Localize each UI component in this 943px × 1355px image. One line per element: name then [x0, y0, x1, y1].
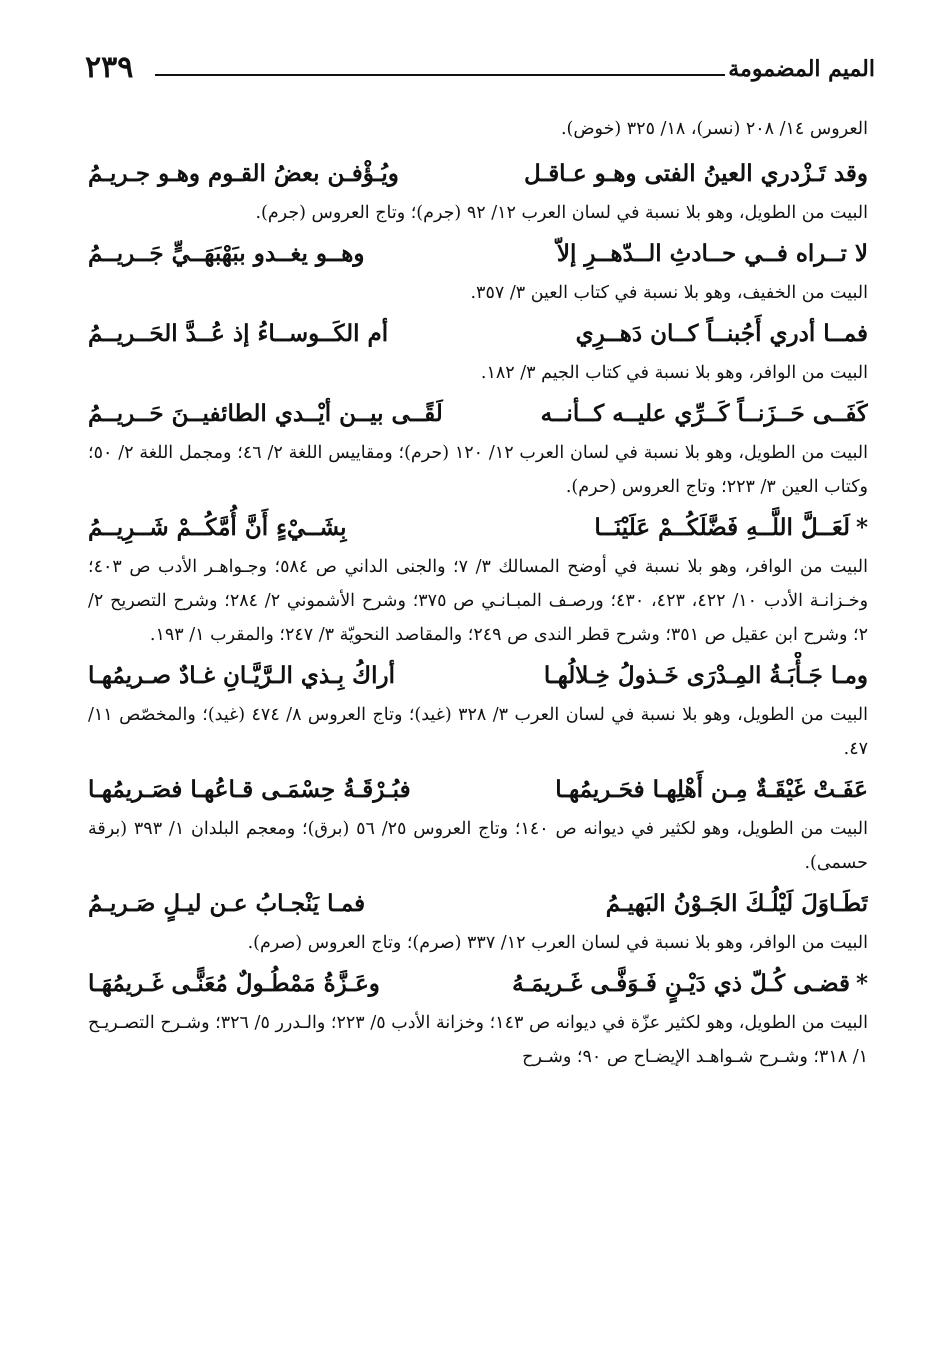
- verse-first-hemistich: [555, 776, 868, 803]
- verse-first-hemistich: [524, 160, 868, 187]
- hemistich-text: ومـا جَـأْبَـةُ المِـدْرَى خَـذولُ خِـلالُهـا: [543, 661, 868, 689]
- verse-line: [88, 150, 868, 196]
- verse-second-hemistich: أم الكَــوســاءُ إذ عُــدَّ الحَــريــمُ: [88, 319, 389, 347]
- source-note: البيت من الخفيف، وهو بلا نسبة في كتاب العين ٣/ ٣٥٧.: [470, 283, 868, 303]
- verse-first-hemistich: [544, 662, 868, 689]
- header-rule: [155, 74, 725, 76]
- verse-line: [88, 310, 868, 356]
- source-note: العروس ١٤/ ٢٠٨ (نسر)، ١٨/ ٣٢٥ (خوض).: [560, 119, 868, 139]
- verse-first-hemistich: [594, 514, 868, 541]
- verse-line: [88, 766, 868, 812]
- page-header: [85, 50, 875, 90]
- verse-line: [88, 652, 868, 698]
- chapter-title: الميم المضمومة: [728, 56, 875, 82]
- source-note: البيت من الطويل، وهو بلا نسبة في لسان العرب ٣/ ٣٢٨ (غيد)؛ وتاج العروس ٨/ ٤٧٤ (غيد)؛ والمخصّص ١١/ ٤٧.: [88, 705, 868, 759]
- hemistich-text: كَفَــى حَــزَنــاً كَــرِّي عليــه كــأنــه: [540, 399, 868, 427]
- verse-second-hemistich: لَقًــى بيــن أيْــدي الطائفيــنَ حَــريــمُ: [88, 399, 443, 427]
- verse-second-hemistich: وهــو يغــدو ببَهْبَهَــيٍّ جَــريــمُ: [88, 239, 365, 267]
- verse-line: [88, 390, 868, 436]
- source-note: البيت من الوافر، وهو بلا نسبة في لسان العرب ١٢/ ٣٣٧ (صرم)؛ وتاج العروس (صرم).: [247, 933, 868, 953]
- verse-first-hemistich: [557, 240, 868, 267]
- hemistich-text: تَطَـاوَلَ لَيْلُـكَ الجَـوْنُ البَهيـمُ: [605, 889, 868, 917]
- source-note: البيت من الوافر، وهو بلا نسبة في أوضح المسالك ٣/ ٧؛ والجنى الداني ص ٥٨٤؛ وجـواهـر الأدب ص ٤٠٣؛ وخـزانـة الأدب ١٠/ ٤٢٢، ٤٢٣، ٤٣٠؛ ورصـف المبـانـي ص ٣٧٥؛ وشرح الأشموني ٢/ ٢٨٤؛ وشرح التصريح ٢/ ٢؛ وشرح ابن عقيل ص ٣٥١؛ وشرح قطر الندى ص ٢٤٩؛ والمقاصد النحويّة ٣/ ٢٤٧؛ والمقرب ١/ ١٩٣.: [88, 557, 869, 645]
- hemistich-text: وقد تَـزْدري العينُ الفتى وهـو عـاقـل: [524, 159, 868, 187]
- verse-second-hemistich: أراكُ بِـذي الـرَّيَّـانِ غـادٌ صـريمُهـا: [88, 661, 395, 689]
- verse-line: [88, 504, 868, 550]
- star-marker: *: [855, 513, 868, 541]
- hemistich-text: فمــا أدري أَجُبنــاً كــان دَهــرِي: [575, 319, 868, 347]
- page-body: [88, 112, 868, 1074]
- verse-second-hemistich: ويُـؤْفـن بعضُ القـوم وهـو جـريـمُ: [88, 159, 399, 187]
- verse-line: [88, 880, 868, 926]
- hemistich-text: لا تــراه فــي حــادثِ الــدّهــرِ إلاّ: [556, 239, 868, 267]
- source-note: البيت من الوافر، وهو بلا نسبة في كتاب الجيم ٣/ ١٨٢.: [480, 363, 868, 383]
- hemistich-text: لَعَــلَّ اللَّــهِ فَضَّلَكُــمْ عَلَيْنَــا: [594, 513, 850, 541]
- source-note: البيت من الطويل، وهو لكثير في ديوانه ص ١٤٠؛ وتاج العروس ٢٥/ ٥٦ (برق)؛ ومعجم البلدان ١/ ٣٩٣ (برقة حسمى).: [88, 819, 868, 873]
- hemistich-text: عَفَـتْ غَيْقَـةٌ مِـن أَهْلِهـا فحَـريمُهـا: [555, 775, 868, 803]
- verse-line: [88, 230, 868, 276]
- page-number: ٢٣٩: [85, 50, 134, 85]
- source-note: البيت من الطويل، وهو بلا نسبة في لسان العرب ١٢/ ٩٢ (جرم)؛ وتاج العروس (جرم).: [255, 203, 868, 223]
- source-note: البيت من الطويل، وهو بلا نسبة في لسان العرب ١٢/ ١٢٠ (حرم)؛ ومقاييس اللغة ٢/ ٤٦؛ ومجمل اللغة ٢/ ٥٠؛ وكتاب العين ٣/ ٢٢٣؛ وتاج العروس (حرم).: [88, 443, 868, 497]
- verse-second-hemistich: فمـا يَنْجـابُ عـن ليـلٍ صَـريـمُ: [88, 889, 366, 917]
- verse-second-hemistich: فبُـرْقَـةُ حِسْمَـى قـاعُهـا فصَـريمُهـا: [88, 775, 411, 803]
- verse-line: [88, 960, 868, 1006]
- verse-first-hemistich: [606, 890, 868, 917]
- star-marker: *: [855, 969, 868, 997]
- verse-first-hemistich: [541, 400, 868, 427]
- verse-second-hemistich: بِشَــيْءٍ أَنَّ أُمَّكُــمْ شَــرِيــمُ: [88, 513, 347, 541]
- verse-second-hemistich: وعَـزَّةُ مَمْطُـولٌ مُعَنًّـى غَـريمُهَـا: [88, 969, 380, 997]
- hemistich-text: قضـى كُـلّ ذي دَيْـنٍ فَـوَفَّـى غَـريمَـهُ: [512, 969, 850, 997]
- verse-first-hemistich: [512, 970, 868, 997]
- verse-first-hemistich: [576, 320, 868, 347]
- source-note: البيت من الطويل، وهو لكثير عزّة في ديوانه ص ١٤٣؛ وخزانة الأدب ٥/ ٢٢٣؛ والـدرر ٥/ ٣٢٦؛ وشـرح التصـريـح ١/ ٣١٨؛ وشـرح شـواهـد الإيضـاح ص ٩٠؛ وشـرح: [88, 1013, 868, 1067]
